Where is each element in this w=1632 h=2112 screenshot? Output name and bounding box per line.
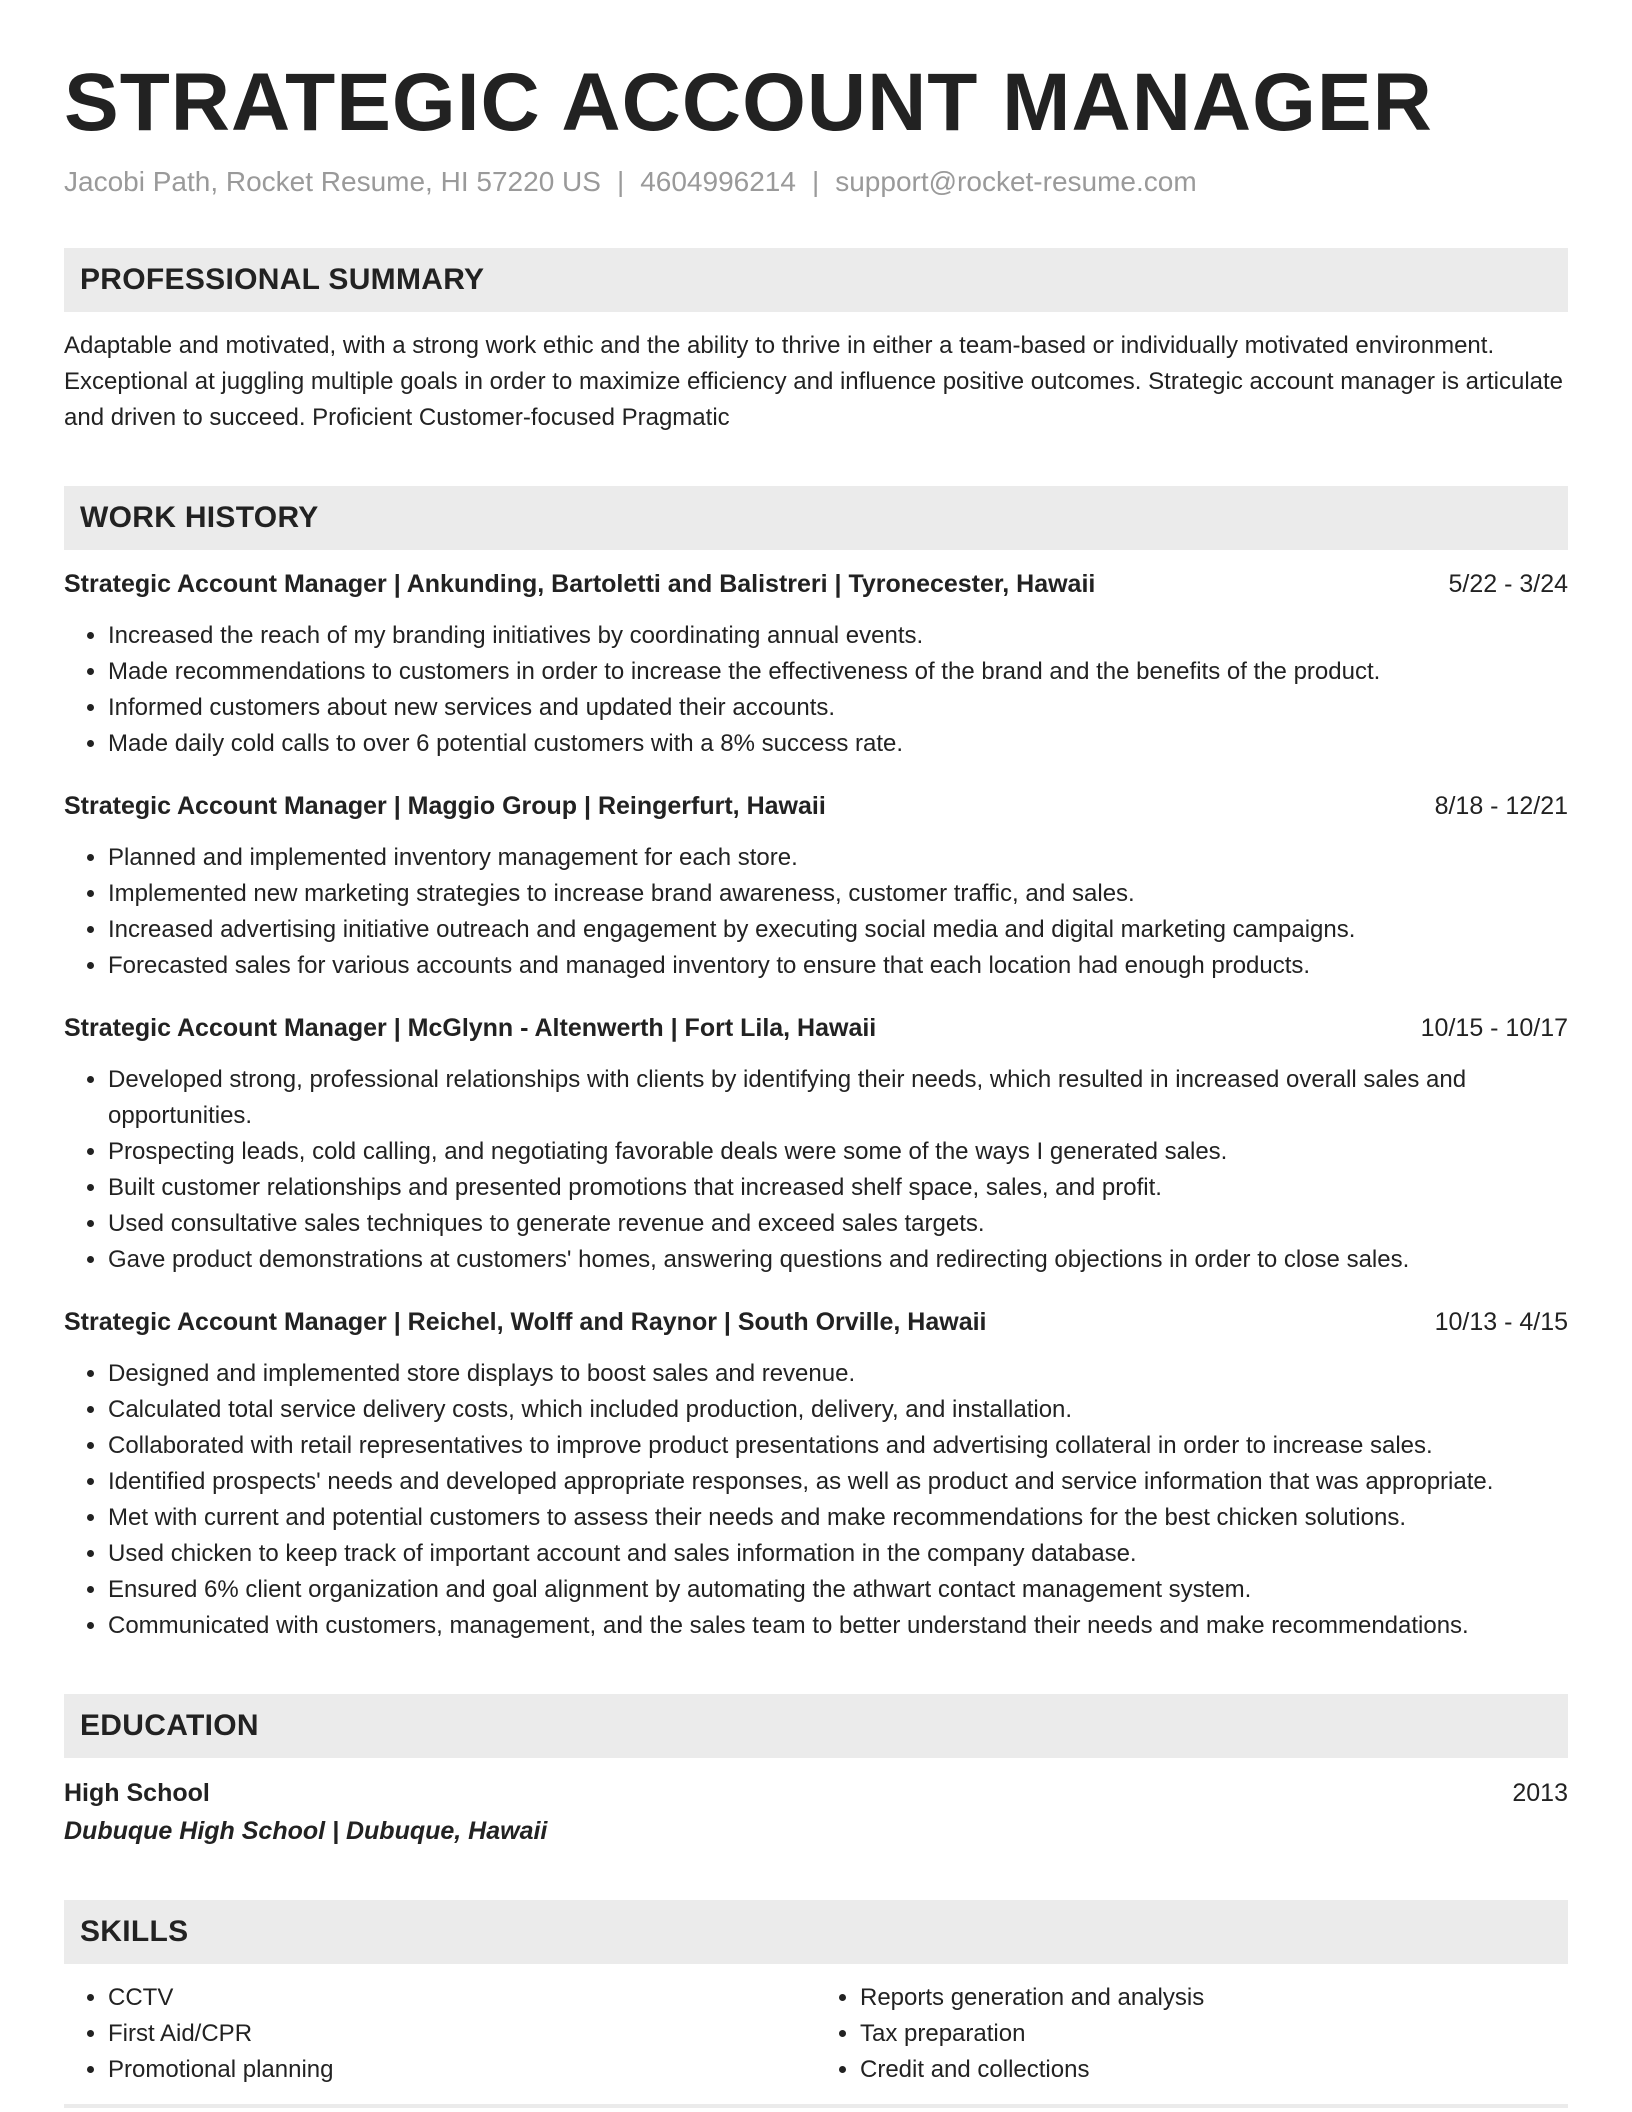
job-bullet: • Gave product demonstrations at customers' homes, answering questions and redirecting objections in order to close sales. bbox=[108, 1242, 1568, 1278]
section-header-summary: PROFESSIONAL SUMMARY bbox=[64, 248, 1568, 312]
skill-item: • Promotional planning bbox=[108, 2052, 816, 2088]
education-entry bbox=[64, 1774, 1568, 1812]
section-header-work-history: WORK HISTORY bbox=[64, 486, 1568, 550]
job-bullet: • Calculated total service delivery costs, which included production, delivery, and installation. bbox=[108, 1392, 1568, 1428]
education-school: Dubuque High School | Dubuque, Hawaii bbox=[64, 1817, 548, 1846]
resume-title: STRATEGIC ACCOUNT MANAGER bbox=[64, 57, 1433, 148]
job-dates: 5/22 - 3/24 bbox=[1448, 570, 1568, 599]
skill-item: • Tax preparation bbox=[860, 2016, 1568, 2052]
job-entry bbox=[64, 1010, 1568, 1278]
job-header bbox=[64, 1304, 1568, 1340]
skills-column-right bbox=[816, 1980, 1568, 2088]
job-bullet: • Prospecting leads, cold calling, and negotiating favorable deals were some of the ways I generated sales. bbox=[108, 1134, 1568, 1170]
job-bullet: • Built customer relationships and presented promotions that increased shelf space, sales, and profit. bbox=[108, 1170, 1568, 1206]
job-bullets bbox=[64, 1062, 1568, 1278]
section-header-education: EDUCATION bbox=[64, 1694, 1568, 1758]
job-title: Strategic Account Manager | Reichel, Wolff and Raynor | South Orville, Hawaii bbox=[64, 1308, 987, 1337]
skill-item: • First Aid/CPR bbox=[108, 2016, 816, 2052]
job-bullet: • Collaborated with retail representatives to improve product presentations and advertising collateral in order to increase sales. bbox=[108, 1428, 1568, 1464]
job-bullet: • Ensured 6% client organization and goal alignment by automating the athwart contact management system. bbox=[108, 1572, 1568, 1608]
job-header bbox=[64, 566, 1568, 602]
job-bullet: • Communicated with customers, management, and the sales team to better understand their needs and make recommendations. bbox=[108, 1608, 1568, 1644]
skills-column-left bbox=[64, 1980, 816, 2088]
job-bullet: • Made daily cold calls to over 6 potential customers with a 8% success rate. bbox=[108, 726, 1568, 762]
job-bullets bbox=[64, 840, 1568, 984]
job-entry bbox=[64, 566, 1568, 762]
job-bullet: • Implemented new marketing strategies to increase brand awareness, customer traffic, and sales. bbox=[108, 876, 1568, 912]
job-dates: 8/18 - 12/21 bbox=[1434, 792, 1568, 821]
contact-address: Jacobi Path, Rocket Resume, HI 57220 US bbox=[64, 166, 601, 198]
job-bullet: • Developed strong, professional relationships with clients by identifying their needs, which resulted in increased overall sales and opportunities. bbox=[108, 1062, 1568, 1134]
contact-separator: | bbox=[811, 166, 820, 198]
contact-separator: | bbox=[616, 166, 625, 198]
skills-list bbox=[64, 1980, 1568, 2088]
job-header bbox=[64, 1010, 1568, 1046]
job-bullet: • Designed and implemented store displays to boost sales and revenue. bbox=[108, 1356, 1568, 1392]
job-dates: 10/15 - 10/17 bbox=[1420, 1014, 1568, 1043]
job-bullets bbox=[64, 1356, 1568, 1644]
job-entry bbox=[64, 788, 1568, 984]
job-bullet: • Made recommendations to customers in order to increase the effectiveness of the brand and the benefits of the product. bbox=[108, 654, 1568, 690]
skill-item: • CCTV bbox=[108, 1980, 816, 2016]
job-title: Strategic Account Manager | Ankunding, Bartoletti and Balistreri | Tyronecester, Hawaii bbox=[64, 570, 1096, 599]
job-bullet: • Used consultative sales techniques to generate revenue and exceed sales targets. bbox=[108, 1206, 1568, 1242]
job-bullet: • Planned and implemented inventory management for each store. bbox=[108, 840, 1568, 876]
job-header bbox=[64, 788, 1568, 824]
contact-email: support@rocket-resume.com bbox=[835, 166, 1197, 198]
summary-text: Adaptable and motivated, with a strong work ethic and the ability to thrive in either a team-based or individually motivated environment. Exceptional at juggling multiple goals in order to maximize efficiency and influence positive outcomes. Strategic account manager is articulate and driven to succeed. Proficient Customer-focused Pragmatic bbox=[64, 332, 1564, 432]
skill-item: • Credit and collections bbox=[860, 2052, 1568, 2088]
education-degree: High School bbox=[64, 1779, 210, 1808]
job-bullets bbox=[64, 618, 1568, 762]
contact-phone: 4604996214 bbox=[640, 166, 796, 198]
skill-item: • Reports generation and analysis bbox=[860, 1980, 1568, 2016]
job-title: Strategic Account Manager | Maggio Group | Reingerfurt, Hawaii bbox=[64, 792, 826, 821]
education-year: 2013 bbox=[1512, 1779, 1568, 1808]
section-header-skills: SKILLS bbox=[64, 1900, 1568, 1964]
work-history-list bbox=[64, 566, 1568, 1644]
job-bullet: • Used chicken to keep track of important account and sales information in the company database. bbox=[108, 1536, 1568, 1572]
job-title: Strategic Account Manager | McGlynn - Altenwerth | Fort Lila, Hawaii bbox=[64, 1014, 877, 1043]
contact-line bbox=[64, 166, 1568, 198]
job-bullet: • Forecasted sales for various accounts and managed inventory to ensure that each location had enough products. bbox=[108, 948, 1568, 984]
job-bullet: • Increased the reach of my branding initiatives by coordinating annual events. bbox=[108, 618, 1568, 654]
job-bullet: • Met with current and potential customers to assess their needs and make recommendations for the best chicken solutions. bbox=[108, 1500, 1568, 1536]
bottom-divider bbox=[64, 2104, 1568, 2108]
job-entry bbox=[64, 1304, 1568, 1644]
job-bullet: • Informed customers about new services and updated their accounts. bbox=[108, 690, 1568, 726]
job-bullet: • Identified prospects' needs and developed appropriate responses, as well as product and service information that was appropriate. bbox=[108, 1464, 1568, 1500]
job-dates: 10/13 - 4/15 bbox=[1434, 1308, 1568, 1337]
job-bullet: • Increased advertising initiative outreach and engagement by executing social media and digital marketing campaigns. bbox=[108, 912, 1568, 948]
